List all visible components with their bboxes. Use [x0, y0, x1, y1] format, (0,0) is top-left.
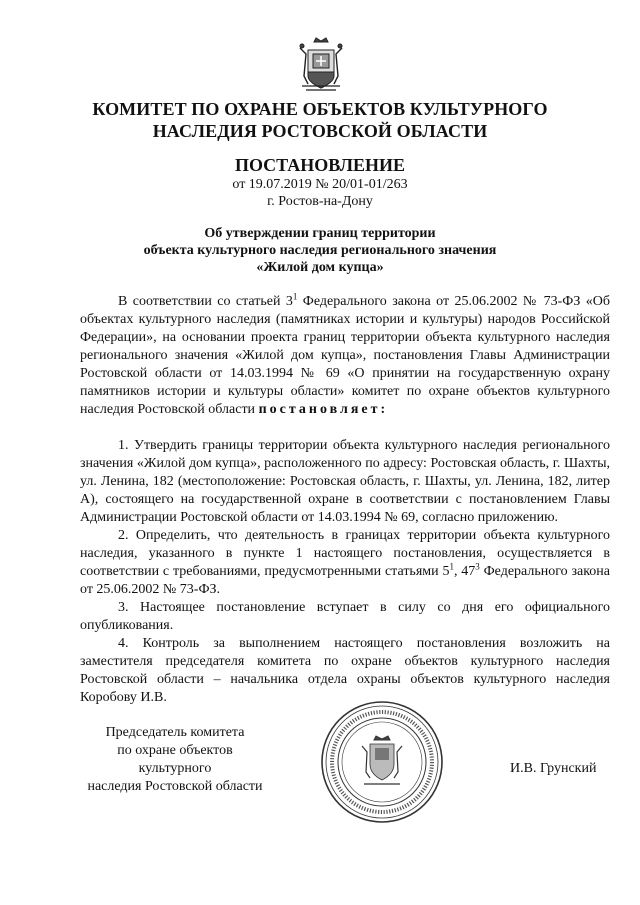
signatory-title — [80, 724, 270, 796]
official-seal-stamp — [318, 698, 446, 826]
signatory-name: И.В. Грунский — [510, 761, 597, 776]
document-date-number: от 19.07.2019 № 20/01-01/263 — [232, 177, 408, 192]
item-1-paragraph: 1. Утвердить границы территории объекта культурного наследия регионального значения «Жилой дом купца», расположенного по адресу: Ростовская область, г. Шахты, ул. Ленина, 182 (местоположение: Ростовская область, г. Шахты, ул. Ленина, 182, литер А), состоящего на государственной охране в соответствии с постановлением Главы Администрации Ростовской области от 14.03.1994 № 69, согласно приложению. — [80, 438, 610, 525]
item-2-text-1: 2. Определить, что деятельность в границах территории объекта культурного наследия, указанного в пункте 1 настоящего постановления, осуществляется в соответствии с требованиями, предусмотренными статьями 5 — [80, 528, 610, 579]
item-2-text-2: , 47 — [453, 564, 476, 579]
subject-line-3: «Жилой дом купца» — [256, 260, 384, 275]
subject-line-1: Об утверждении границ территории — [204, 226, 436, 241]
document-body — [80, 293, 610, 707]
item-2-text-3: Федерального закона от 25.06.2002 № 73-ФЗ. — [80, 564, 611, 597]
signatory-title-line-3: наследия Ростовской области — [87, 779, 263, 794]
item-2-sup-1: 1 — [449, 561, 454, 572]
org-line-2: НАСЛЕДИЯ РОСТОВСКОЙ ОБЛАСТИ — [152, 121, 488, 141]
preamble-paragraph — [80, 293, 610, 419]
organization-name — [60, 98, 580, 142]
signatory-title-line-1: Председатель комитета — [105, 725, 245, 740]
item-2-paragraph — [80, 527, 610, 599]
signatory-title-line-2: по охране объектов культурного — [117, 743, 233, 776]
item-3-paragraph: 3. Настоящее постановление вступает в силу со дня его официального опубликования. — [80, 600, 610, 633]
preamble-text-2: Федерального закона от 25.06.2002 № 73-ФЗ «Об объектах культурного наследия (памятниках истории и культуры) народов Российской Федерации», на основании проекта границ территории объекта культурного наследия регионального значения «Жилой дом купца», постановления Главы Администрации Ростовской области от 14.03.1994 № 69 «О принятии на государственную охрану памятников истории и культуры области» комитет по охране объектов культурного наследия Ростовской области — [80, 294, 610, 417]
document-subject — [90, 225, 550, 276]
item-4-paragraph: 4. Контроль за выполнением настоящего постановления возложить на заместителя председателя комитета по охране объектов культурного наследия Ростовской области – начальника отдела охраны объектов культурного наследия Коробову И.В. — [80, 636, 610, 705]
preamble-text-1: В соответствии со статьей 3 — [118, 294, 293, 309]
org-line-1: КОМИТЕТ ПО ОХРАНЕ ОБЪЕКТОВ КУЛЬТУРНОГО — [92, 99, 548, 119]
decree-word: постановляет: — [258, 402, 389, 417]
document-type: ПОСТАНОВЛЕНИЕ — [234, 155, 406, 175]
item-2-sup-2: 3 — [475, 561, 480, 572]
subject-line-2: объекта культурного наследия регионального значения — [143, 243, 497, 258]
preamble-sup: 1 — [292, 291, 298, 302]
coat-of-arms-icon — [296, 36, 346, 96]
document-city: г. Ростов-на-Дону — [267, 194, 373, 209]
